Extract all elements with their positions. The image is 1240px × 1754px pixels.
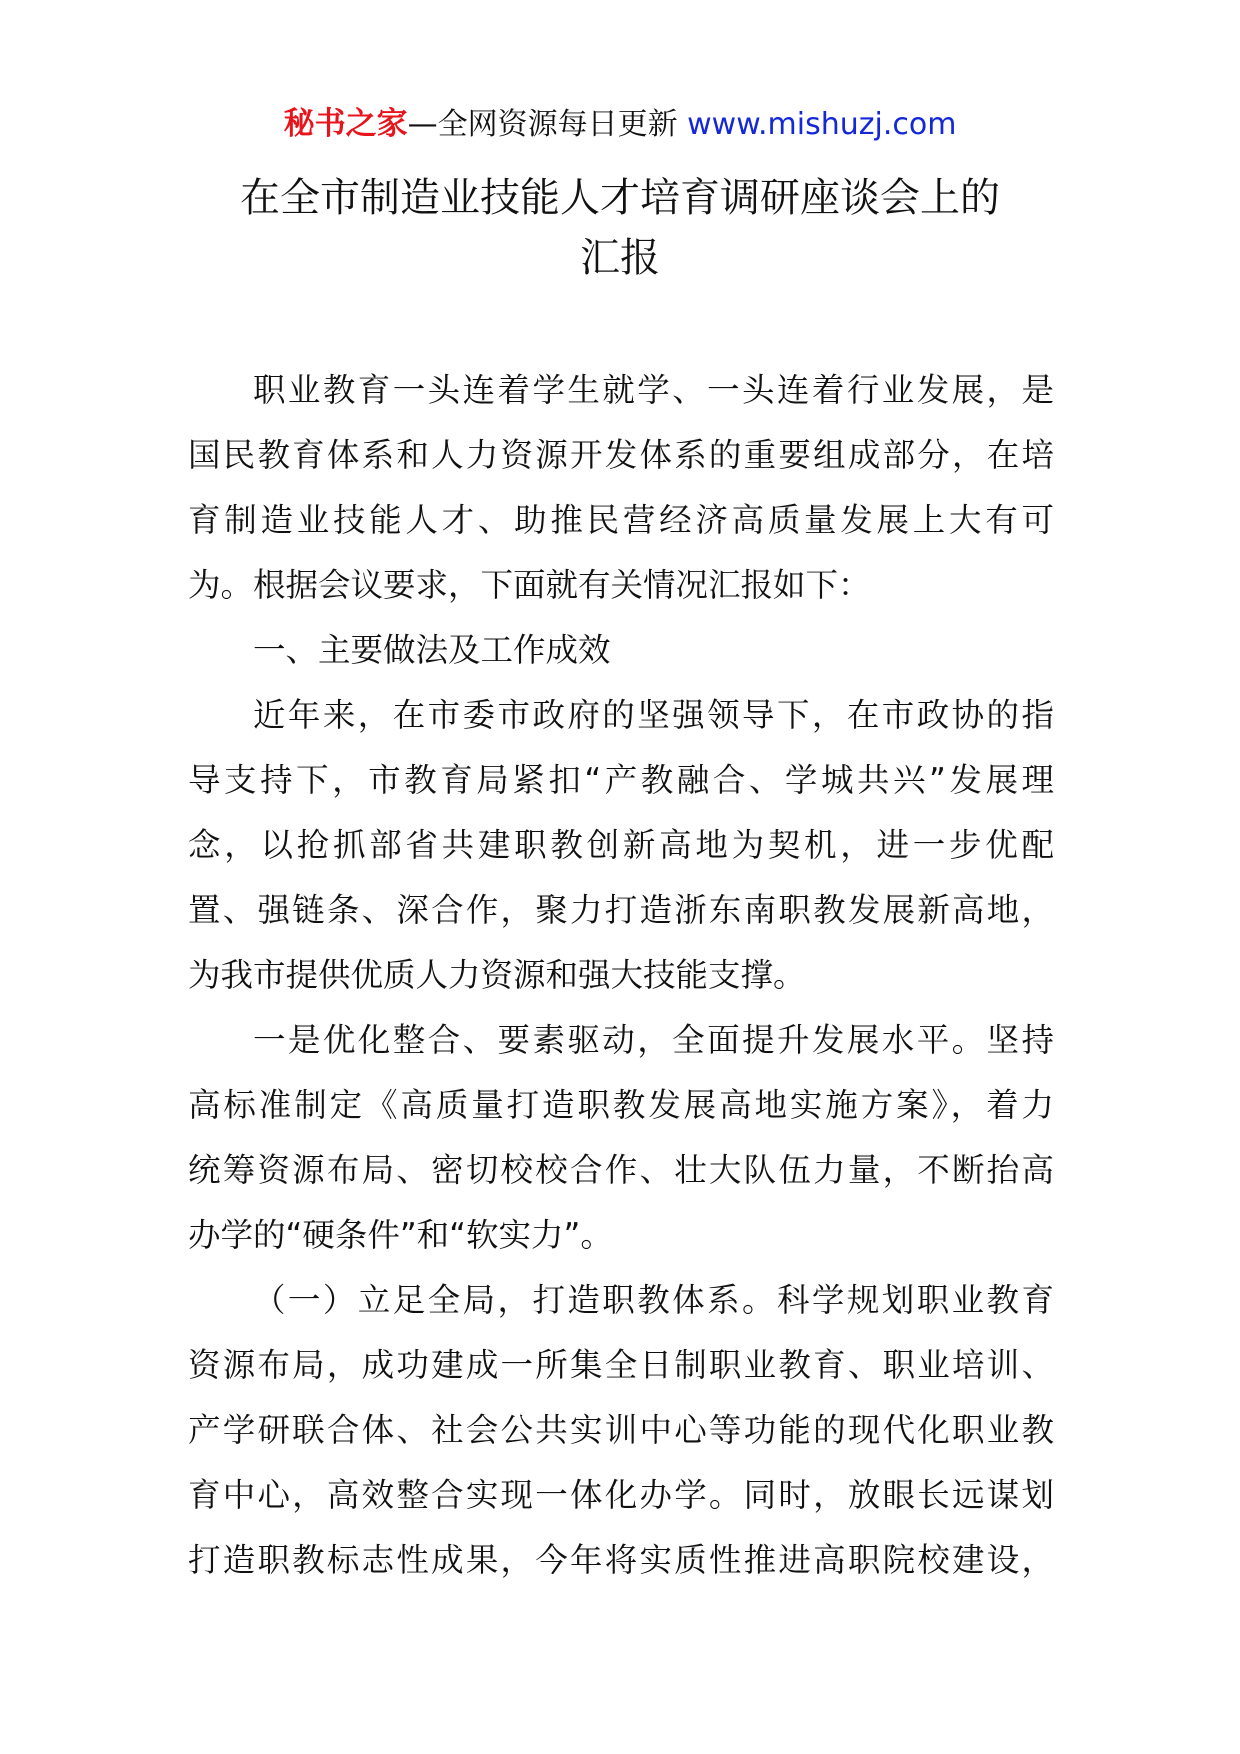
paragraph-line: 统筹资源布局、密切校校合作、壮大队伍力量，不断抬高	[188, 1151, 1054, 1189]
paragraph-line: 为。根据会议要求，下面就有关情况汇报如下：	[188, 566, 871, 604]
paragraph-line: 办学的“硬条件”和“软实力”。	[188, 1216, 613, 1254]
paragraph-line: 导支持下，市教育局紧扣“产教融合、学城共兴”发展理	[188, 761, 1054, 799]
paragraph-line: 育制造业技能人才、助推民营经济高质量发展上大有可	[188, 501, 1054, 539]
paragraph-line: 为我市提供优质人力资源和强大技能支撑。	[188, 956, 806, 994]
document-title	[140, 168, 1100, 288]
title-line: 在全市制造业技能人才培育调研座谈会上的	[240, 175, 1000, 221]
page-header	[0, 104, 1240, 145]
brand-name: 秘书之家	[283, 106, 408, 142]
brand-tagline: —全网资源每日更新	[407, 107, 678, 142]
title-line: 汇报	[580, 235, 660, 281]
paragraph-line: 育中心，高效整合实现一体化办学。同时，放眼长远谋划	[188, 1476, 1054, 1514]
document-body	[188, 358, 1054, 1593]
paragraph-line: （一）立足全局，打造职教体系。科学规划职业教育	[253, 1281, 1054, 1319]
paragraph-line: 产学研联合体、社会公共实训中心等功能的现代化职业教	[188, 1411, 1054, 1449]
paragraph-line: 一是优化整合、要素驱动，全面提升发展水平。坚持	[253, 1021, 1054, 1059]
paragraph-line: 念，以抢抓部省共建职教创新高地为契机，进一步优配	[188, 826, 1054, 864]
section-heading: 一、主要做法及工作成效	[253, 631, 611, 669]
paragraph-line: 职业教育一头连着学生就学、一头连着行业发展，是	[253, 371, 1054, 409]
paragraph-line: 近年来，在市委市政府的坚强领导下，在市政协的指	[253, 696, 1054, 734]
paragraph-line: 国民教育体系和人力资源开发体系的重要组成部分，在培	[188, 436, 1054, 474]
paragraph-line: 置、强链条、深合作，聚力打造浙东南职教发展新高地，	[188, 891, 1054, 929]
paragraph-line: 打造职教标志性成果，今年将实质性推进高职院校建设，	[188, 1541, 1054, 1579]
paragraph-line: 资源布局，成功建成一所集全日制职业教育、职业培训、	[188, 1346, 1054, 1384]
website-link[interactable]: www.mishuzj.com	[687, 107, 957, 142]
paragraph-line: 高标准制定《高质量打造职教发展高地实施方案》，着力	[188, 1086, 1054, 1124]
